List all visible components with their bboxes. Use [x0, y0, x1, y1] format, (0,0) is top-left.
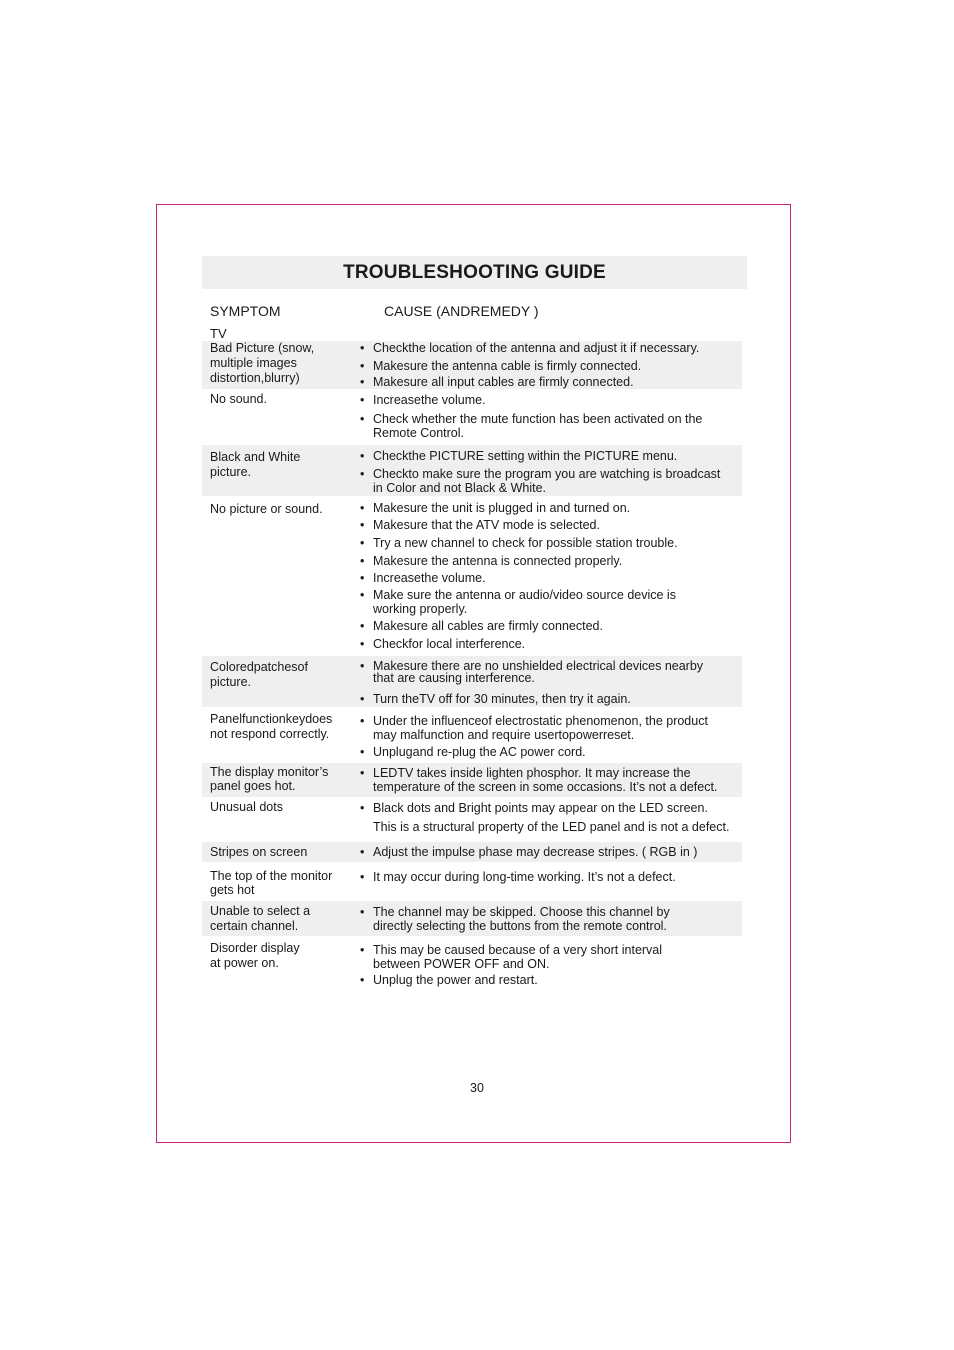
cause-item: • Makesure that the ATV mode is selected.	[360, 518, 600, 532]
cause-item: • Checkto make sure the program you are watching is broadcast in Color and not Black & White.	[360, 467, 721, 495]
symptom-text: Disorder display at power on.	[210, 941, 300, 970]
page-title: TROUBLESHOOTING GUIDE	[343, 261, 606, 283]
bullet-icon: •	[360, 619, 365, 633]
symptom-text: Unable to select a certain channel.	[210, 904, 311, 933]
table-row	[202, 799, 742, 839]
symptom-text: Panelfunctionkeydoes not respond correctly.	[210, 712, 333, 741]
cause-item: • Increasethe volume.	[360, 393, 486, 407]
symptom-text: No sound.	[210, 392, 267, 406]
symptom-column-header: SYMPTOM	[210, 303, 281, 319]
cause-item: • It may occur during long-time working. It’s not a defect.	[360, 870, 676, 884]
bullet-icon: •	[360, 905, 365, 919]
cause-item: • Unplug the power and restart.	[360, 973, 538, 987]
bullet-icon: •	[360, 637, 365, 651]
page-number: 30	[470, 1081, 484, 1095]
cause-column-header: CAUSE (ANDREMEDY )	[384, 303, 539, 319]
bullet-icon: •	[360, 659, 365, 673]
cause-item: • Increasethe volume.	[360, 571, 486, 585]
symptom-text: Bad Picture (snow, multiple images distortion,blurry)	[210, 341, 315, 385]
symptom-text: The display monitor’s panel goes hot.	[210, 765, 329, 793]
cause-item: • Makesure there are no unshielded electrical devices nearby that are causing interference.	[360, 659, 704, 685]
bullet-icon: •	[360, 393, 365, 407]
cause-item: • LEDTV takes inside lighten phosphor. It may increase the temperature of the screen in some occasions. It’s not a defect.	[360, 766, 718, 794]
table-row	[202, 445, 742, 496]
cause-item: • This may be caused because of a very short interval between POWER OFF and ON.	[360, 943, 663, 971]
table-row	[202, 941, 742, 991]
bullet-icon: •	[360, 554, 365, 568]
bullet-icon: •	[360, 714, 365, 728]
symptom-text: The top of the monitor gets hot	[210, 869, 333, 897]
table-row	[202, 711, 742, 761]
bullet-icon: •	[360, 943, 365, 957]
section-label-tv: TV	[210, 326, 227, 341]
table-row	[202, 392, 742, 442]
bullet-icon: •	[360, 412, 365, 426]
table-row	[202, 656, 742, 707]
symptom-text: No picture or sound.	[210, 502, 323, 516]
table-row	[202, 868, 742, 900]
table-row	[202, 500, 742, 655]
bullet-icon: •	[360, 359, 365, 373]
cause-item: • Makesure all cables are firmly connected.	[360, 619, 603, 633]
bullet-icon: •	[360, 536, 365, 550]
cause-item: • Black dots and Bright points may appear on the LED screen.	[360, 801, 708, 815]
bullet-icon: •	[360, 766, 365, 780]
bullet-icon: •	[360, 467, 365, 481]
title-bar	[202, 256, 747, 289]
cause-item: • Under the influenceof electrostatic phenomenon, the product may malfunction and require usertopowerreset.	[360, 714, 708, 742]
bullet-icon: •	[360, 571, 365, 585]
table-row	[202, 901, 742, 936]
cause-item: • Checkthe location of the antenna and adjust it if necessary.	[360, 341, 700, 355]
bullet-icon: •	[360, 449, 365, 463]
cause-item: • Makesure the antenna cable is firmly connected.	[360, 359, 642, 373]
bullet-icon: •	[360, 745, 365, 759]
bullet-icon: •	[360, 973, 365, 987]
bullet-icon: •	[360, 588, 365, 602]
cause-item: • Checkfor local interference.	[360, 637, 526, 651]
bullet-icon: •	[360, 518, 365, 532]
cause-note: This is a structural property of the LED panel and is not a defect.	[373, 820, 730, 834]
cause-item: • Unplugand re-plug the AC power cord.	[360, 745, 586, 759]
cause-item: • Checkthe PICTURE setting within the PICTURE menu.	[360, 449, 678, 463]
table-row	[202, 763, 742, 797]
bullet-icon: •	[360, 501, 365, 515]
table-row	[202, 341, 742, 389]
bullet-icon: •	[360, 341, 365, 355]
cause-item: • Adjust the impulse phase may decrease stripes. ( RGB in )	[360, 845, 698, 859]
bullet-icon: •	[360, 845, 365, 859]
symptom-text: Stripes on screen	[210, 845, 308, 859]
bullet-icon: •	[360, 801, 365, 815]
cause-item: • Makesure the antenna is connected properly.	[360, 554, 623, 568]
bullet-icon: •	[360, 870, 365, 884]
bullet-icon: •	[360, 375, 365, 389]
cause-item: • Try a new channel to check for possible station trouble.	[360, 536, 678, 550]
bullet-icon: •	[360, 692, 365, 706]
symptom-text: Unusual dots	[210, 800, 283, 814]
symptom-text: Coloredpatchesof picture.	[210, 660, 308, 689]
symptom-text: Black and White picture.	[210, 450, 301, 479]
cause-item: • Make sure the antenna or audio/video source device is working properly.	[360, 588, 676, 616]
cause-item: • Check whether the mute function has been activated on the Remote Control.	[360, 412, 703, 440]
cause-item: • Makesure all input cables are firmly connected.	[360, 375, 634, 389]
cause-item: • Turn theTV off for 30 minutes, then try it again.	[360, 692, 631, 706]
cause-item: • Makesure the unit is plugged in and turned on.	[360, 501, 631, 515]
cause-item: • The channel may be skipped. Choose this channel by directly selecting the buttons from the remote control.	[360, 905, 670, 933]
table-row	[202, 842, 742, 862]
